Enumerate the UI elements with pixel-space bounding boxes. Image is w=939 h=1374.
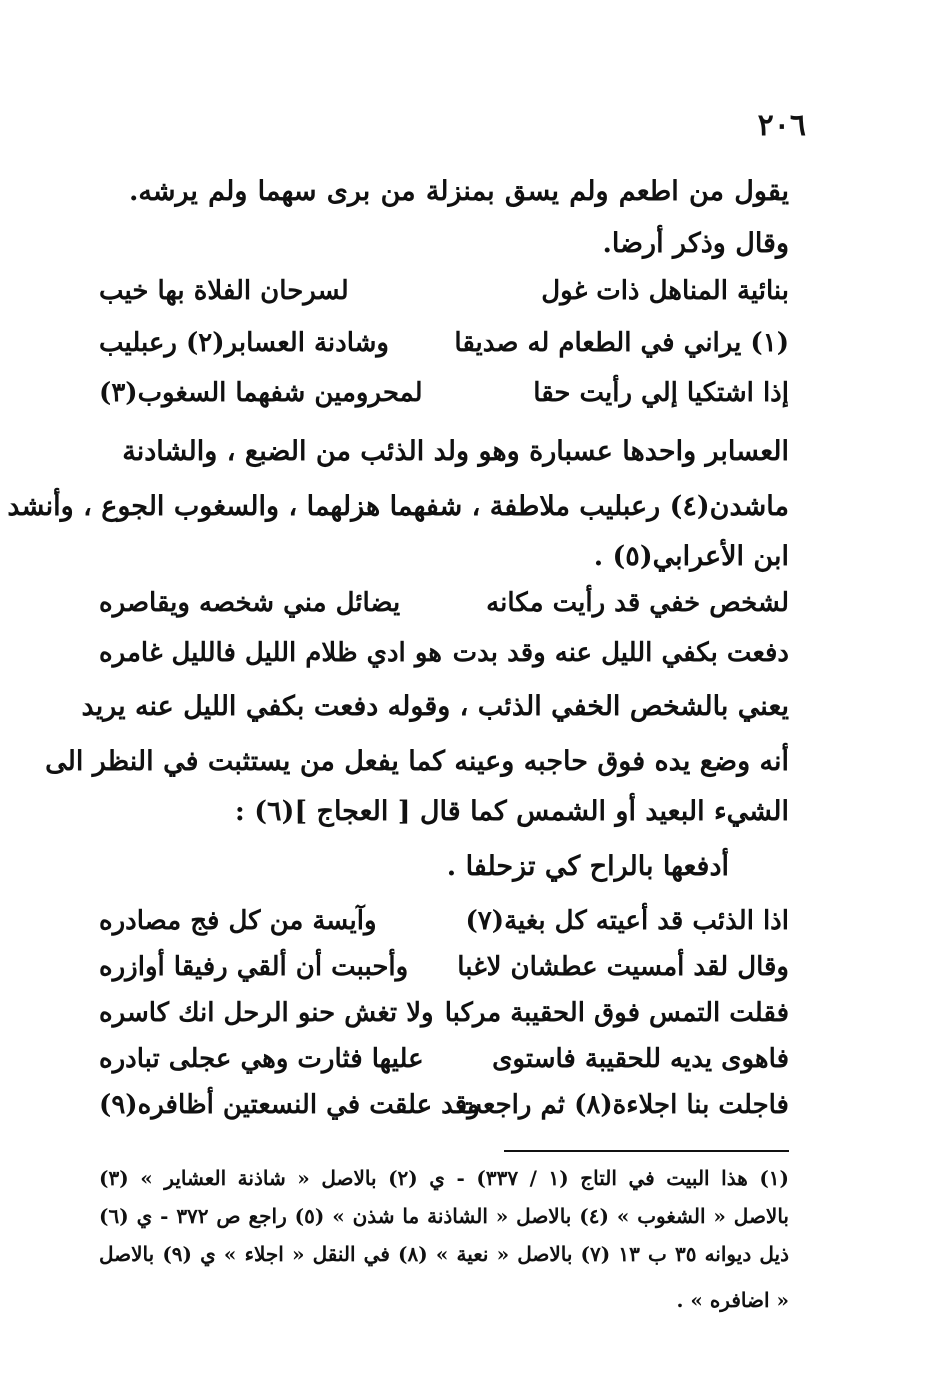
footnote-line: بالاصل « الشغوب » (٤) بالاصل « الشاذنة ما شذن » (٥) راجع ص ٣٧٢ - ي (٦): [99, 1204, 790, 1228]
verse-first-hemistich: فاجلت بنا اجلاءة(٨) ثم راجعت: [457, 1090, 789, 1120]
prose-line: وقال وذكر أرضا.: [602, 228, 789, 259]
verse-second-hemistich: وشادنة العسابر(٢) رعبليب: [99, 328, 389, 358]
paragraph-line: ابن الأعرابي(٥) .: [593, 541, 789, 572]
verse-line: [99, 990, 789, 1036]
verse-line: [99, 944, 789, 990]
page-number: ٢٠٦: [757, 108, 806, 143]
footnote-separator: [504, 1150, 789, 1152]
verse-line: [99, 580, 789, 626]
verse-second-hemistich: وآيسة من كل فج مصادره: [99, 906, 377, 936]
paragraph-line: ماشدن(٤) رعبليب ملاطفة ، شفهما هزلهما ، والسغوب الجوع ، وأنشد: [7, 491, 789, 522]
verse-line: [99, 1036, 789, 1082]
paragraph-line: أنه وضع يده فوق حاجبه وعينه كما يفعل من يستثبت في النظر الى: [45, 746, 789, 777]
verse-first-hemistich: فقلت التمس فوق الحقيبة مركبا: [444, 998, 789, 1028]
verse-first-hemistich: بنائية المناهل ذات غول: [541, 276, 789, 306]
verse-first-hemistich: وقال لقد أمسيت عطشان لاغبا: [457, 952, 789, 982]
verse-second-hemistich: وقد علقت في النسعتين أظافره(٩): [99, 1090, 480, 1120]
verse-first-hemistich: إذا اشتكيا إلي رأيت حقا: [533, 378, 789, 408]
verse-second-hemistich: لسرحان الفلاة بها خيب: [99, 276, 349, 306]
verse-second-hemistich: يضائل مني شخصه ويقاصره: [99, 588, 401, 618]
verse-second-hemistich: لمحرومين شفهما السغوب(٣): [99, 378, 423, 408]
verse-line: [99, 630, 789, 676]
verse-line: [99, 1082, 789, 1128]
footnote-line: « اضافره » .: [676, 1288, 789, 1312]
verse-first-hemistich: اذا الذئب قد أعيته كل بغية(٧): [465, 906, 789, 936]
verse-first-hemistich: (١) يراني في الطعام له صديقا: [454, 328, 789, 358]
quoted-verse: أدفعها بالراح كي تزحلفا .: [446, 851, 729, 882]
verse-second-hemistich: وأحببت أن ألقي رفيقا أوازره: [99, 952, 409, 982]
verse-first-hemistich: لشخص خفي قد رأيت مكانه: [486, 588, 789, 618]
paragraph-line: الشيء البعيد أو الشمس كما قال [ العجاج ](٦) :: [234, 796, 789, 827]
verse-second-hemistich: عليها فثارت وهي عجلى تبادره: [99, 1044, 424, 1074]
verse-first-hemistich: دفعت بكفي الليل عنه وقد بدت: [452, 638, 789, 668]
paragraph-line: يعني بالشخص الخفي الذئب ، وقوله دفعت بكفي الليل عنه يريد: [81, 691, 789, 722]
verse-line: [99, 320, 789, 366]
verse-line: [99, 898, 789, 944]
verse-second-hemistich: ولا تغش حنو الرحل انك كاسره: [99, 998, 434, 1028]
paragraph-line: العسابر واحدها عسبارة وهو ولد الذئب من الضبع ، والشادنة: [122, 436, 789, 467]
verse-line: [99, 370, 789, 416]
verse-second-hemistich: هو ادي ظلام الليل فالليل غامره: [99, 638, 442, 668]
verse-line: [99, 268, 789, 314]
prose-line: يقول من اطعم ولم يسق بمنزلة من برى سهما ولم يرشه.: [129, 176, 789, 207]
verse-first-hemistich: فاهوى يديه للحقيبة فاستوى: [492, 1044, 789, 1074]
footnote-line: (١) هذا البيت في التاج (١ / ٣٣٧) - ي (٢) بالاصل « شاذنة العشاير » (٣): [99, 1166, 789, 1190]
footnote-line: ذيل ديوانه ٣٥ ب ١٣ (٧) بالاصل « نعية » (٨) في النقل « اجلاء » ي (٩) بالاصل: [99, 1242, 789, 1266]
